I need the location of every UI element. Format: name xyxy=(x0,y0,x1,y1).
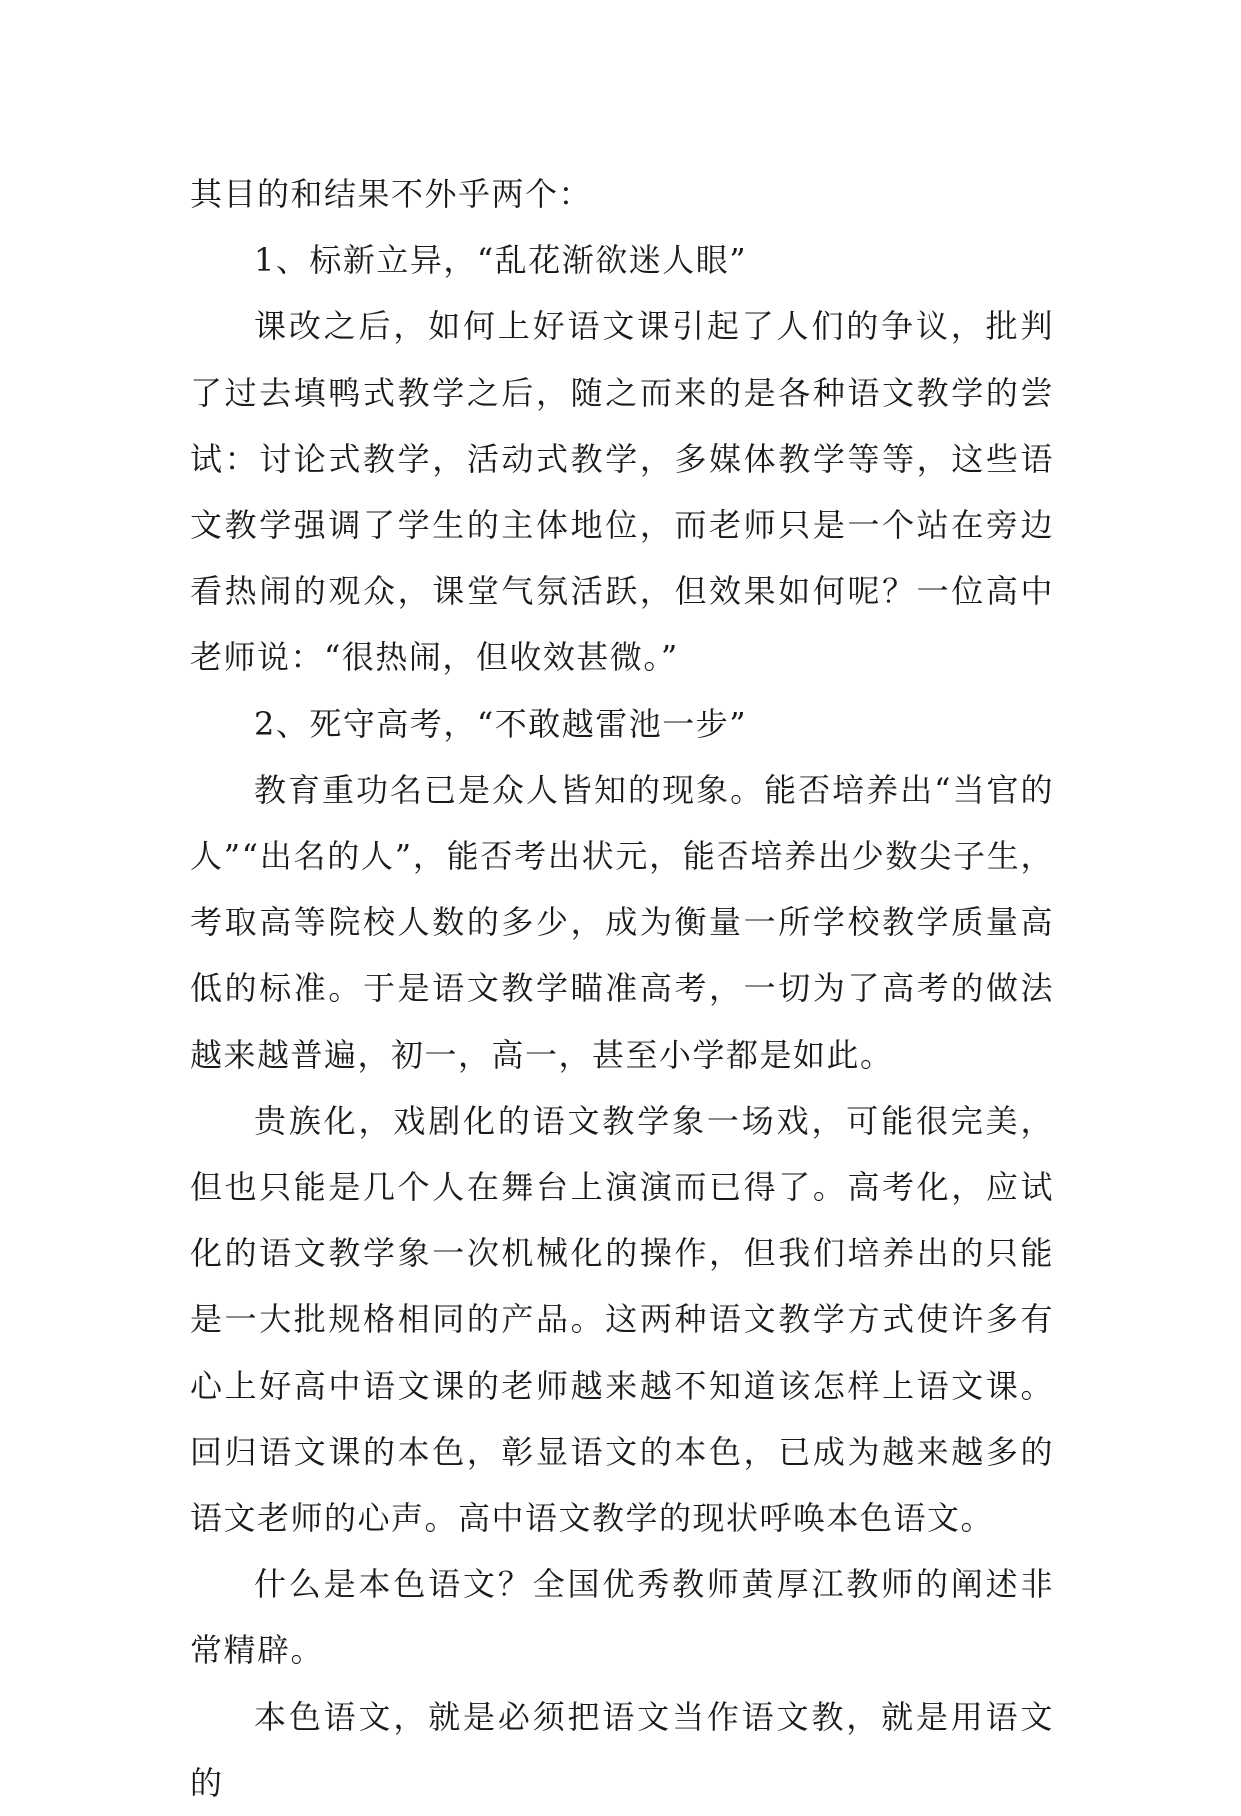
paragraph-teaching-styles: 贵族化，戏剧化的语文教学象一场戏，可能很完美，但也只能是几个人在舞台上演演而已得了。高考化，应试化的语文教学象一次机械化的操作，但我们培养出的只能是一大批规格相同的产品。这两种语文教学方式使许多有心上好高中语文课的老师越来越不知道该怎样上语文课。回归语文课的本色，彰显语文的本色，已成为越来越多的语文老师的心声。高中语文教学的现状呼唤本色语文。 xyxy=(190,1101,1054,1538)
document-body xyxy=(190,161,1054,1816)
section-heading-2: 2、死守高考，“不敢越雷池一步” xyxy=(254,704,748,743)
paragraph-definition-question: 什么是本色语文？全国优秀教师黄厚江教师的阐述非常精辟。 xyxy=(190,1565,1054,1670)
section-heading-1: 1、标新立异，“乱花渐欲迷人眼” xyxy=(254,241,748,280)
paragraph-intro: 其目的和结果不外乎两个： xyxy=(190,175,593,213)
paragraph-curriculum-reform: 课改之后，如何上好语文课引起了人们的争议，批判了过去填鸭式教学之后，随之而来的是各种语文教学的尝试：讨论式教学，活动式教学，多媒体教学等等，这些语文教学强调了学生的主体地位，而老师只是一个站在旁边看热闹的观众，课堂气氛活跃，但效果如何呢？一位高中老师说：“很热闹，但收效甚微。” xyxy=(190,307,1054,677)
paragraph-definition: 本色语文，就是必须把语文当作语文教，就是用语文的 xyxy=(190,1697,1054,1802)
paragraph-exam-focus: 教育重功名已是众人皆知的现象。能否培养出“当官的人”“出名的人”，能否考出状元，能否培养出少数尖子生，考取高等院校人数的多少，成为衡量一所学校教学质量高低的标准。于是语文教学瞄准高考，一切为了高考的做法越来越普遍，初一，高一，甚至小学都是如此。 xyxy=(190,770,1054,1074)
